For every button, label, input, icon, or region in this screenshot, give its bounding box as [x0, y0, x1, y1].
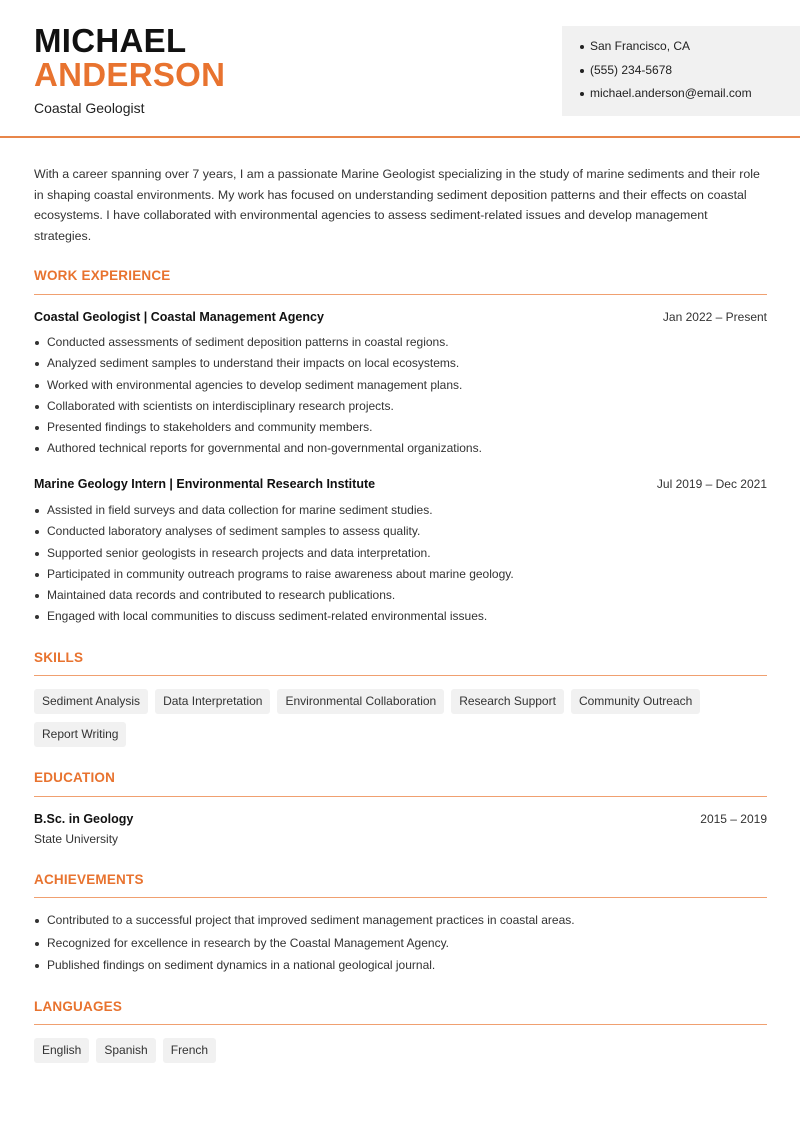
list-item: Authored technical reports for governmental and non-governmental organizations.: [34, 440, 768, 461]
list-item: Assisted in field surveys and data collection for marine sediment studies.: [34, 502, 768, 523]
section-divider: [34, 1024, 767, 1025]
job-entry-dates: Jan 2022 – Present: [662, 310, 767, 324]
skill-chip: Report Writing: [34, 722, 126, 747]
education-dates: 2015 – 2019: [700, 812, 767, 826]
education-degree: B.Sc. in Geology: [34, 812, 134, 826]
skill-chip: Research Support: [451, 689, 564, 714]
language-chip: Spanish: [96, 1038, 155, 1063]
section-divider: [34, 294, 767, 295]
section-title-languages: LANGUAGES: [34, 999, 123, 1014]
contact-phone: (555) 234-5678: [580, 62, 800, 86]
list-item: Recognized for excellence in research by the Coastal Management Agency.: [34, 935, 768, 958]
contact-email[interactable]: michael.anderson@email.com: [580, 85, 800, 109]
contact-box: [562, 26, 800, 116]
language-chip: English: [34, 1038, 89, 1063]
list-item: Conducted assessments of sediment deposition patterns in coastal regions.: [34, 334, 768, 355]
list-item: Engaged with local communities to discuss sediment-related environmental issues.: [34, 608, 768, 629]
list-item: Analyzed sediment samples to understand their impacts on local ecosystems.: [34, 355, 768, 376]
list-item: Worked with environmental agencies to develop sediment management plans.: [34, 377, 768, 398]
section-title-skills: SKILLS: [34, 650, 84, 665]
section-divider: [34, 897, 767, 898]
job-entry-dates: Jul 2019 – Dec 2021: [656, 477, 767, 491]
section-title-work: WORK EXPERIENCE: [34, 268, 171, 283]
list-item: Participated in community outreach programs to raise awareness about marine geology.: [34, 566, 768, 587]
job-bullet-list: [34, 502, 768, 630]
job-title: Coastal Geologist: [34, 100, 145, 116]
job-entry-title: Coastal Geologist | Coastal Management Agency: [34, 310, 324, 324]
skill-chip: Sediment Analysis: [34, 689, 148, 714]
job-entry-title: Marine Geology Intern | Environmental Research Institute: [34, 477, 376, 491]
skill-chip: Data Interpretation: [155, 689, 270, 714]
achievements-list: [34, 912, 768, 980]
list-item: Presented findings to stakeholders and community members.: [34, 419, 768, 440]
section-divider: [34, 796, 767, 797]
job-bullet-list: [34, 334, 768, 462]
section-divider: [34, 675, 767, 676]
language-chip: French: [163, 1038, 216, 1063]
skill-chip: Environmental Collaboration: [277, 689, 444, 714]
resume-header: [0, 0, 800, 138]
section-title-education: EDUCATION: [34, 770, 116, 785]
first-name: MICHAEL: [34, 22, 187, 59]
section-title-achievements: ACHIEVEMENTS: [34, 872, 144, 887]
contact-location: San Francisco, CA: [580, 38, 800, 62]
skill-chip: Community Outreach: [571, 689, 700, 714]
list-item: Conducted laboratory analyses of sediment samples to assess quality.: [34, 523, 768, 544]
list-item: Published findings on sediment dynamics in a national geological journal.: [34, 957, 768, 980]
languages-chip-list: [34, 1038, 768, 1063]
list-item: Supported senior geologists in research projects and data interpretation.: [34, 545, 768, 566]
list-item: Collaborated with scientists on interdisciplinary research projects.: [34, 398, 768, 419]
last-name: ANDERSON: [34, 56, 226, 93]
list-item: Contributed to a successful project that improved sediment management practices in coastal areas.: [34, 912, 768, 935]
education-school: State University: [34, 832, 119, 846]
skills-chip-list: [34, 689, 768, 747]
list-item: Maintained data records and contributed to research publications.: [34, 587, 768, 608]
summary-paragraph: With a career spanning over 7 years, I am a passionate Marine Geologist specializing in the study of marine sediments and their role in shaping coastal environments. My work has focused on understanding sediment deposition patterns and their effects on coastal ecosystems. I have collaborated with environmental agencies to assess sediment-related issues and develop management strategies.: [34, 167, 760, 243]
